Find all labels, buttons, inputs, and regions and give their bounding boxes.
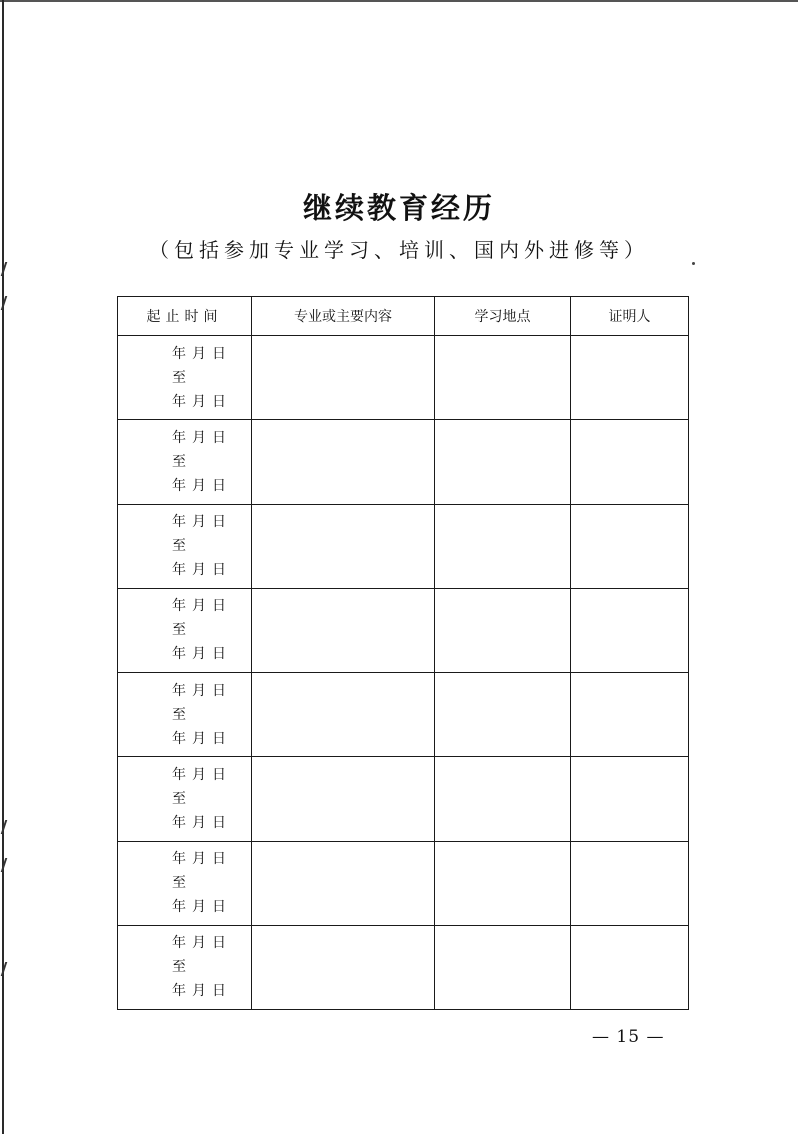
cell-witness[interactable] (571, 925, 689, 1009)
cell-witness[interactable] (571, 673, 689, 757)
cell-location[interactable] (435, 588, 571, 672)
date-range (118, 931, 251, 1003)
cell-witness[interactable] (571, 504, 689, 588)
date-range (118, 847, 251, 919)
date-separator: 至 (172, 622, 186, 639)
cell-time[interactable] (118, 757, 252, 841)
header-witness: 证明人 (571, 297, 689, 336)
education-history-table (117, 296, 689, 1010)
cell-witness[interactable] (571, 336, 689, 420)
table-row (118, 925, 689, 1009)
date-separator: 至 (172, 875, 186, 892)
cell-location[interactable] (435, 504, 571, 588)
start-date: 年月日 (172, 766, 232, 783)
page-title: 继续教育经历 (302, 191, 495, 225)
cell-witness[interactable] (571, 420, 689, 504)
date-separator: 至 (172, 453, 186, 470)
cell-time[interactable] (118, 504, 252, 588)
cell-time[interactable] (118, 336, 252, 420)
cell-witness[interactable] (571, 757, 689, 841)
cell-content[interactable] (252, 841, 435, 925)
start-date: 年月日 (172, 935, 232, 952)
end-date: 年月日 (172, 646, 232, 663)
date-separator: 至 (172, 369, 186, 386)
cell-time[interactable] (118, 673, 252, 757)
end-date: 年月日 (172, 814, 232, 831)
start-date: 年月日 (172, 345, 232, 362)
header-location: 学习地点 (435, 297, 571, 336)
table-row (118, 420, 689, 504)
date-range (118, 594, 251, 666)
cell-location[interactable] (435, 757, 571, 841)
page-number: — 15 — (592, 1027, 665, 1047)
end-date: 年月日 (172, 983, 232, 1000)
end-date: 年月日 (172, 477, 232, 494)
cell-location[interactable] (435, 841, 571, 925)
cell-location[interactable] (435, 336, 571, 420)
table-row (118, 673, 689, 757)
cell-time[interactable] (118, 925, 252, 1009)
cell-location[interactable] (435, 420, 571, 504)
date-range (118, 763, 251, 835)
table-row (118, 504, 689, 588)
cell-witness[interactable] (571, 841, 689, 925)
start-date: 年月日 (172, 514, 232, 531)
end-date: 年月日 (172, 730, 232, 747)
date-separator: 至 (172, 538, 186, 555)
cell-content[interactable] (252, 336, 435, 420)
end-date: 年月日 (172, 562, 232, 579)
cell-location[interactable] (435, 925, 571, 1009)
cell-content[interactable] (252, 504, 435, 588)
date-range (118, 426, 251, 498)
table-row (118, 841, 689, 925)
cell-content[interactable] (252, 420, 435, 504)
table-row (118, 336, 689, 420)
date-range (118, 510, 251, 582)
date-separator: 至 (172, 790, 186, 807)
start-date: 年月日 (172, 682, 232, 699)
header-content: 专业或主要内容 (252, 297, 435, 336)
cell-time[interactable] (118, 841, 252, 925)
end-date: 年月日 (172, 393, 232, 410)
start-date: 年月日 (172, 598, 232, 615)
cell-content[interactable] (252, 673, 435, 757)
table-row (118, 588, 689, 672)
cell-content[interactable] (252, 757, 435, 841)
cell-content[interactable] (252, 925, 435, 1009)
cell-location[interactable] (435, 673, 571, 757)
cell-time[interactable] (118, 588, 252, 672)
date-range (118, 342, 251, 414)
page-subtitle: （包括参加专业学习、培训、国内外进修等） (149, 238, 649, 262)
table-header-row (118, 297, 689, 336)
header-time: 起止时间 (118, 297, 252, 336)
end-date: 年月日 (172, 899, 232, 916)
table-body (118, 336, 689, 1010)
page-top-edge (0, 0, 798, 2)
cell-witness[interactable] (571, 588, 689, 672)
date-separator: 至 (172, 959, 186, 976)
start-date: 年月日 (172, 429, 232, 446)
date-separator: 至 (172, 706, 186, 723)
cell-content[interactable] (252, 588, 435, 672)
date-range (118, 679, 251, 751)
table-row (118, 757, 689, 841)
cell-time[interactable] (118, 420, 252, 504)
start-date: 年月日 (172, 851, 232, 868)
